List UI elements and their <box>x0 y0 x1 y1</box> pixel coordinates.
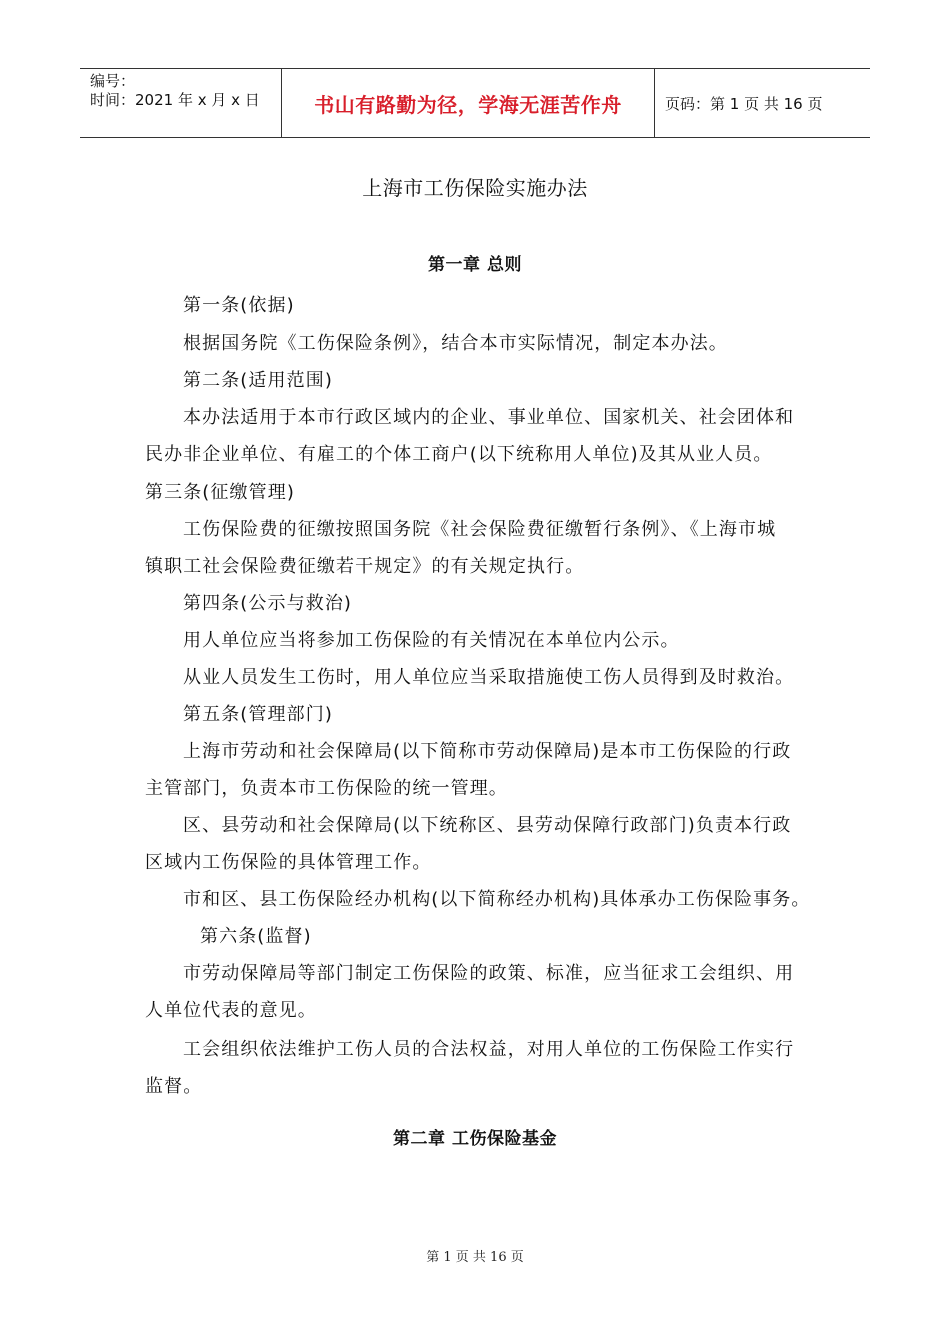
header-motto: 书山有路勤为径，学海无涯苦作舟 <box>314 92 622 117</box>
paragraph-line: 人单位代表的意见。 <box>145 1000 317 1021</box>
page-footer: 第 1 页 共 16 页 <box>426 1250 524 1265</box>
chapter-heading-2: 第二章 工伤保险基金 <box>393 1129 557 1149</box>
paragraph-line: 工伤保险费的征缴按照国务院《社会保险费征缴暂行条例》、《上海市城 <box>183 519 777 540</box>
document-number-label: 编号： <box>90 72 136 90</box>
paragraph-line: 镇职工社会保险费征缴若干规定》的有关规定执行。 <box>145 556 585 577</box>
paragraph-line: 区域内工伤保险的具体管理工作。 <box>145 852 432 873</box>
article-heading-3: 第三条(征缴管理) <box>145 482 295 503</box>
document-header <box>80 68 870 138</box>
paragraph-line: 民办非企业单位、有雇工的个体工商户(以下统称用人单位)及其从业人员。 <box>145 444 773 465</box>
paragraph-line: 市和区、县工伤保险经办机构(以下简称经办机构)具体承办工伤保险事务。 <box>183 889 811 910</box>
paragraph-line: 本办法适用于本市行政区域内的企业、事业单位、国家机关、社会团体和 <box>183 407 795 428</box>
paragraph-line: 从业人员发生工伤时，用人单位应当采取措施使工伤人员得到及时救治。 <box>183 667 795 688</box>
article-heading-5: 第五条(管理部门) <box>183 704 333 725</box>
document-title: 上海市工伤保险实施办法 <box>362 176 588 200</box>
paragraph-line: 监督。 <box>145 1076 203 1097</box>
document-date-label: 时间：2021 年 x 月 x 日 <box>90 91 260 109</box>
header-page-cell <box>655 69 870 137</box>
article-heading-2: 第二条(适用范围) <box>183 370 333 391</box>
paragraph-line: 工会组织依法维护工伤人员的合法权益，对用人单位的工伤保险工作实行 <box>183 1039 795 1060</box>
article-heading-6: 第六条(监督) <box>200 926 312 947</box>
paragraph-line: 区、县劳动和社会保障局(以下统称区、县劳动保障行政部门)负责本行政 <box>183 815 792 836</box>
paragraph-line: 根据国务院《工伤保险条例》，结合本市实际情况，制定本办法。 <box>183 333 728 354</box>
header-page-info: 页码：第 1 页 共 16 页 <box>665 94 823 113</box>
paragraph-line: 上海市劳动和社会保障局(以下简称市劳动保障局)是本市工伤保险的行政 <box>183 741 792 762</box>
header-meta-cell <box>80 69 282 137</box>
chapter-heading-1: 第一章 总则 <box>428 255 522 275</box>
paragraph-line: 主管部门，负责本市工伤保险的统一管理。 <box>145 778 508 799</box>
paragraph-line: 用人单位应当将参加工伤保险的有关情况在本单位内公示。 <box>183 630 680 651</box>
article-heading-1: 第一条(依据) <box>183 295 295 316</box>
paragraph-line: 市劳动保障局等部门制定工伤保险的政策、标准，应当征求工会组织、用 <box>183 963 795 984</box>
header-motto-cell <box>282 69 655 137</box>
article-heading-4: 第四条(公示与救治) <box>183 593 353 614</box>
